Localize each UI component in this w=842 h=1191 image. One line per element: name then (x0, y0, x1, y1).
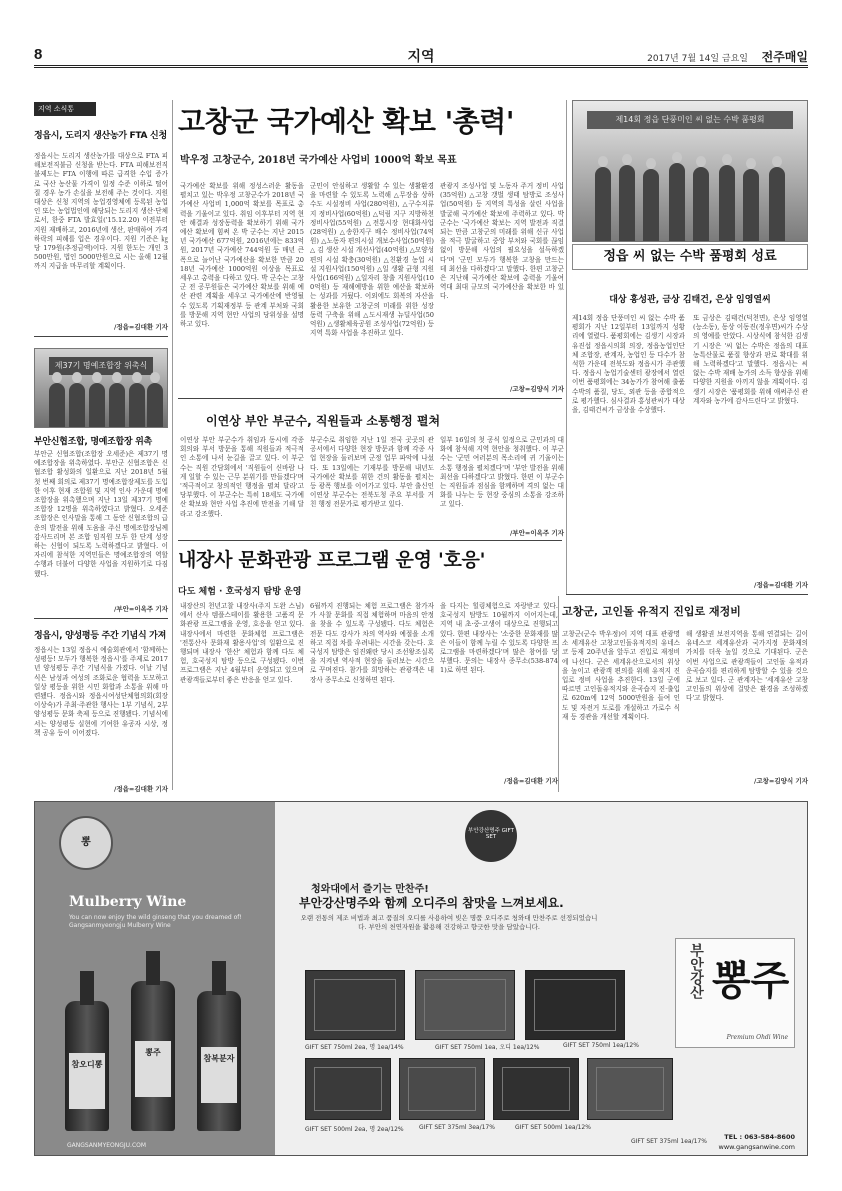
divider (178, 540, 562, 541)
article-subheadline: 다도 체험 · 호국성지 탐방 운영 (178, 587, 302, 597)
article-body: 이연상 부안 부군수가 취임과 동시에 각종 회의와 부서 방문을 통해 직원들과 적극적인 소통에 나서 눈길을 끌고 있다. 이 부군수는 직원 간담회에서 '직원들이 신바람 나게 일할 수 있는 근무 분위기를 만들겠다'며 '적극적이고 창의적인 행정을 펼쳐 달라'고 당부했다. 이 부군수는 특히 18세도 국가예산 확보와 현안 사업 추진에 만전을 기해 달라고 강조했다. (180, 436, 304, 518)
wine-bottle: 뽕주 (131, 981, 175, 1131)
gift-set-label: GIFT SET 750ml 1ea, 오디 1ea/12% (435, 1044, 540, 1051)
article-byline: /고창=김양식 기자 (509, 385, 564, 393)
article-byline: /고창=김양식 기자 (753, 777, 808, 785)
ceremony-photo (34, 348, 168, 428)
gift-set-box (399, 1058, 485, 1120)
article-body: 내장산의 천년고찰 내장사(주지 도완 스님)에서 산사 템플스테이를 활용한 고품격 문화관광 프로그램을 운영, 호응을 얻고 있다. 내장사에서 마련한 문화체험 프로그램은 '전통산사 문화재 활용사업'의 일환으로 진행되며 내장사 '한산' 체험과 함께 다도 체험, 호국성지 탐방 등으로 구성됐다. 이번 프로그램은 지난 4월부터 운영되고 있으며 관광객들로부터 좋은 반응을 얻고 있다. (180, 602, 304, 684)
column-rule (558, 596, 559, 792)
gift-set-label: GIFT SET 375ml 3ea/17% (419, 1124, 495, 1131)
article-body: 정읍시는 13일 정읍시 예술회관에서 '함께하는 성평등! 모두가 행복한 정읍시'를 주제로 2017년 양성평등 주간 기념식을 가졌다. 이날 기념식은 남성과 여성의 조화로운 협력을 도모하고 일상 평등을 위한 시민 화합과 소통을 위해 마련됐다. 정읍시와 정읍시여성단체협의회(회장 이상숙)가 주최·주관한 행사는 1부 기념식, 2부 양성평등 문화 축제 등으로 진행됐다. 기념식에서는 양성평등 실현에 기여한 유공자 시상, 정책 공유 등이 이어졌다. (34, 646, 168, 737)
article-body: 6월까지 진행되는 체험 프로그램은 참가자가 사찰 문화를 직접 체험하며 마음의 안정을 찾을 수 있도록 구성됐다. 다도 체험은 전문 다도 강사가 차의 역사와 예절을 소개하고 직접 차를 우려내는 시간을 갖는다. 호국성지 탐방은 임진왜란 당시 조선왕조실록을 지켜낸 역사적 현장을 둘러보는 시간으로 꾸며진다. 참가를 희망하는 관광객은 내장사 종무소로 신청하면 된다. (310, 602, 434, 684)
page-header (34, 46, 808, 68)
column-rule (172, 100, 173, 790)
wine-bottle: 참오디뽕 (65, 1001, 109, 1131)
section-tag: 지역 소식통 (34, 102, 96, 116)
article-body: 해 생활권 보전지역을 통해 연결되는 길이 유네스코 세계유산과 국가지정 문화재의 가치를 더욱 높일 것으로 기대된다. 군은 이번 사업으로 관광객들이 고인돌 유적과 운곡습지를 편리하게 탐방할 수 있을 것으로 보고 있다. 군 관계자는 '세계유산 고창 고인돌의 위상에 걸맞은 환경을 조성하겠다'고 밝혔다. (686, 630, 808, 703)
gift-set-box (305, 1058, 391, 1120)
article-byline: /부안=이옥주 기자 (113, 605, 168, 613)
ad-website[interactable]: www.gangsanwine.com (718, 1143, 795, 1151)
photo-caption[interactable]: 정읍 씨 없는 수박 품평회 성료 (572, 244, 808, 270)
article-body: 또 금상은 김태건(덕천면), 은상 임영열(능소동), 동상 이동진(정우면)씨가 수상의 영예를 안았다. 시상식에 참석한 김생기 시장은 '씨 없는 수박은 정읍의 대표 농특산물로 품질 향상과 판로 확대를 위해 노력하겠다'고 말했다. 정읍시는 씨 없는 수박 재배 농가의 소득 향상을 위해 다양한 지원을 아끼지 않을 계획이다. 김생기 시장은 '품평회를 위해 애써주신 관계자와 농가에 감사드린다'고 밝혔다. (693, 314, 808, 405)
article-byline: /정읍=김대환 기자 (503, 777, 558, 785)
article-body: 정읍시는 도리지 생산농가를 대상으로 FTA 피해보전직불금 신청을 받는다. FTA 피해보전직불제도는 FTA 이행에 따른 급격한 수입 증가로 국산 농산물 가격이 일정 수준 이하로 떨어질 경우 농가 손실을 보전해 주는 것이다. 지원 대상은 신청 지역의 농업경영체에 등록된 농업인 또는 농업법인에 해당되는 도리지 생산·단체로서, 한중 FTA 발효일('15.12.20) 이전부터 지원 재배하고, 2016년에 생산, 판매하여 가격하락의 피해를 입은 경우이다. 지원 기준은 ㎏당 179원(추정금액)이다. 지원 한도는 개인 3500만원, 법인 5000만원으로 시는 올해 12월까지 지급을 마무리할 계획이다. (34, 152, 168, 271)
ad-product-title: Mulberry Wine (69, 894, 187, 910)
advertisement[interactable] (34, 801, 808, 1156)
article-headline[interactable]: 내장사 문화관광 프로그램 운영 '호응' (178, 549, 486, 571)
article-subheadline: 대상 홍성관, 금상 김태건, 은상 임영열씨 (609, 295, 771, 305)
photo-banner: 제37기 명예조합장 위촉식 (49, 357, 153, 375)
brand-logo: 뽕 (59, 816, 113, 870)
ppongju-logo: 부안강산 뽕주 Premium Ohdi Wine (675, 938, 795, 1048)
divider (34, 336, 168, 337)
article-body: 부군수로 취임한 지난 1일 전국 곳곳의 관공서에서 다양한 현장 방문과 함께 각종 사업 현장을 둘러보며 군정 업무 파악에 나섰다. 또 13일에는 기재부를 방문해 내년도 국가예산 확보를 위한 건의 활동을 펼치는 등 광폭 행보를 이어가고 있다. 부안 출신인 이연상 부군수는 전북도청 주요 부서를 거친 행정 전문가로 평가받고 있다. (310, 436, 434, 509)
ad-phone: TEL : 063-584-8600 (724, 1133, 795, 1141)
gift-set-badge: 부안강산명주 GIFT SET (465, 810, 517, 862)
ad-left-panel (35, 802, 275, 1155)
ad-url[interactable]: GANGSANMYEONGJU.COM (67, 1142, 147, 1149)
ad-product-desc: You can now enjoy the wild ginseng that you dreamed of! Gangsanmyeongju Mulberry Wine (69, 914, 242, 929)
ad-headline: 부안강산명주와 함께 오디주의 참맛을 느껴보세요. (299, 896, 564, 910)
article-byline: /정읍=김대환 기자 (753, 581, 808, 589)
article-headline[interactable]: 정읍시, 도리지 생산농가 FTA 신청 (34, 131, 167, 141)
gift-set-box (415, 970, 515, 1040)
article-body: 관광지 조성사업 및 노동자 주거 정비 사업(35억원) △고창 갯벌 생태 탐방로 조성사업(50억원) 등 지역의 특성을 살린 사업을 발굴해 국가예산 확보에 주력하고 있다. 박 군수는 '국가예산 확보는 지역 발전과 직결되는 만큼 고창군의 미래를 위해 신규 사업을 적극 발굴하고 중앙 부처와 국회를 끊임없이 방문해 사업의 필요성을 설득하겠다'며 '군민 모두가 행복한 고창을 만드는 데 최선을 다하겠다'고 말했다. 한편 고창군은 지난해 국가예산 확보에 총력을 기울여 역대 최대 규모의 국가예산을 확보한 바 있다. (440, 182, 564, 301)
article-body: 부안군 신협조합(조합장 오세준)은 제37기 명예조합장을 위촉하였다. 부안군 신협조합은 신협조합 활성화의 일환으로 지난 2018년 5월 첫 번째 회의로 제37기 명예조합장제도를 도입한 이후 현재 조합원 및 지역 인사 가운데 명예조합장을 위촉했으며 지난 13일 제37기 명예조합장 12명을 위촉하였다고 밝혔다. 오세준 조합장은 인사말을 통해 그 동안 신협조합의 급운의 발전을 위해 도움을 주신 명예조합장님께 감사드리며 본 조합 임직원 모두 한 단계 성장하는 신협이 되도록 노력하겠다고 밝혔다. 이 자리에 참석한 지역민들은 명예조합장의 역할 수행과 더불어 다양한 사업을 지원하기로 다짐했다. (34, 450, 168, 578)
column-rule (566, 100, 567, 594)
newspaper-brand: 전주매일 (761, 50, 808, 64)
gift-set-box (493, 1058, 579, 1120)
gift-set-label: GIFT SET 500ml 1ea/12% (515, 1124, 591, 1131)
ad-slogan: 청와대에서 즐기는 만찬주! (311, 884, 429, 895)
section-title: 지역 (407, 49, 435, 65)
article-headline[interactable]: 부안신협조합, 명예조합장 위촉 (34, 437, 152, 447)
article-body: 군민이 안심하고 생활할 수 있는 생활환경을 마련할 수 있도록 노력해 △무장읍 상하수도 시설정비 사업(280억원), △구수저류지 정비사업(60억원) △덕림 지구 지방하천 정비사업(55억원) △전통시장 현대화사업(28억원) △송한지구 배수 정비사업(74억원) △노동자 편의시설 개보수사업(50억원) △ 김 생산 시설 개선사업(40억원) △모양성 편의 시설 확충(30억원) △친환경 농업 시설 지원사업(150억원) △일 생활 균형 지원 사업(166억원) △일자리 창출 지원사업(100억원) 등 재해예방을 위한 예산을 확보하는 성과를 거뒀다. 이외에도 회복의 자산을 활용한 보유한 고창군의 미래를 위한 성장동력 구축을 위해 △도시재생 뉴딜사업(50억원) △생활체육공원 조성사업(72억원) 등 지역 특화 사업을 추진하고 있다. (310, 182, 434, 338)
article-byline: /정읍=김대환 기자 (113, 323, 168, 331)
gift-set-label: GIFT SET 375ml 1ea/17% (631, 1138, 707, 1145)
gift-set-box (305, 970, 405, 1040)
article-headline[interactable]: 정읍시, 양성평등 주간 기념식 가져 (34, 631, 166, 641)
issue-date: 2017년 7월 14일 금요일 (647, 54, 748, 64)
main-headline[interactable]: 고창군 국가예산 확보 '총력' (178, 105, 514, 138)
article-body: 을 다지는 힐링체험으로 자랑받고 있다. 호국성지 탐방도 10월까지 이어지는데, 지역 내 초·중·고생이 대상으로 진행되고 있다. 한편 내장사는 '소중한 문화재를 많은 이들이 함께 누릴 수 있도록 다양한 프로그램을 마련하겠다'며 많은 참여를 당부했다. 문의는 내장사 종무소(538-8741)로 하면 된다. (440, 602, 558, 675)
ad-text: 오랜 전통의 제조 비법과 최고 품질의 오디를 사용하여 빚은 명품 오디주로 청와대 만찬주로 선정되었습니다. 부안의 천연자원을 활용해 건강하고 향긋한 맛을 담았습니다. (300, 914, 598, 931)
article-body: 제14회 정읍 단풍미인 씨 없는 수박 품평회가 지난 12일부터 13일까지 성황리에 열렸다. 품평회에는 김생기 시장과 유진섭 정읍시의회 의장, 정읍농업인단체 조합장, 관계자, 농업인 등 다수가 참석한 가운데 전북도와 정읍시가 주관했다. 정읍시 농업기술센터 광장에서 열린 이번 품평회에는 34농가가 참여해 출품 수박의 품질, 당도, 외관 등을 종합적으로 평가했다. 심사결과 홍성관씨가 대상을, 김태건씨가 금상을 수상했다. (572, 314, 685, 415)
article-byline: /정읍=김대환 기자 (113, 785, 168, 793)
wine-bottle: 참복분자 (197, 991, 241, 1131)
page-number: 8 (34, 46, 43, 63)
article-headline[interactable]: 이연상 부안 부군수, 직원들과 소통행정 펼쳐 (206, 414, 441, 428)
article-body: 일부 16일의 첫 공식 일정으로 군민과의 대화에 참석해 지역 현안을 청취했다. 이 부군수는 '군민 여러분의 목소리에 귀 기울이는 소통 행정을 펼치겠다'며 '부안 발전을 위해 최선을 다하겠다'고 밝혔다. 한편 이 부군수는 직원들과 점심을 함께하며 격의 없는 대화를 나누는 등 현장 중심의 소통을 강조하고 있다. (440, 436, 564, 509)
watermelon-photo (572, 100, 808, 242)
article-byline: /부안=이옥주 기자 (509, 529, 564, 537)
divider (178, 398, 562, 399)
divider (34, 618, 168, 619)
article-body: 고창군(군수 박우정)이 지역 대표 관광명소 세계유산 고창고인돌유적지의 유네스코 등재 20주년을 앞두고 진입로 재정비에 나선다. 군은 세계유산으로서의 위상을 높이고 관광객 편의를 위해 유적지 진입로 정비 사업을 추진한다. 13일 군에 따르면 고인돌유적지와 운곡습지 진·출입로 620m에 12억 5000만원을 들여 인도 및 자전거 도로를 개설하고 가로수 식재 등 경관을 개선할 계획이다. (562, 630, 680, 721)
article-body: 국가예산 확보를 위해 정성스러운 활동을 펼치고 있는 박우정 고창군수가 2018년 국가예산 사업비 1,000억 확보를 목표로 총력을 기울이고 있다. 취임 이후부터 지역 현안 해결과 성장동력을 확보하기 위해 국가예산 확보에 힘써 온 박 군수는 지난 2015년 국가예산 677억원, 2016년에는 833억원, 2017년 국가예산 744억원 등 매년 큰 폭으로 늘어난 국가예산을 확보한 만큼 2018년 국가예산 1000억원 이상을 목표로 세우고 총력을 다하고 있다. 박 군수는 고창군 전 공무원들은 국가예산 확보를 위해 예산 관련 계획을 세우고 국가예산에 반영될 수 있도록 기획재정부 등 관계 부처와 국회를 방문해 지역 현안 사업의 당위성을 설명하고 있다. (180, 182, 304, 329)
divider (566, 594, 808, 595)
gift-set-box (525, 970, 625, 1040)
gift-set-box (587, 1058, 673, 1120)
photo-banner: 제14회 정읍 단풍미인 씨 없는 수박 품평회 (587, 111, 793, 129)
main-subheadline: 박우정 고창군수, 2018년 국가예산 사업비 1000억 확보 목표 (180, 155, 457, 166)
gift-set-label: GIFT SET 750ml 2ea, 명 1ea/14% (305, 1044, 404, 1051)
article-headline[interactable]: 고창군, 고인돌 유적지 진입로 재정비 (562, 605, 741, 618)
gift-set-label: GIFT SET 500ml 2ea, 명 2ea/12% (305, 1126, 404, 1133)
gift-set-label: GIFT SET 750ml 1ea/12% (563, 1042, 639, 1049)
